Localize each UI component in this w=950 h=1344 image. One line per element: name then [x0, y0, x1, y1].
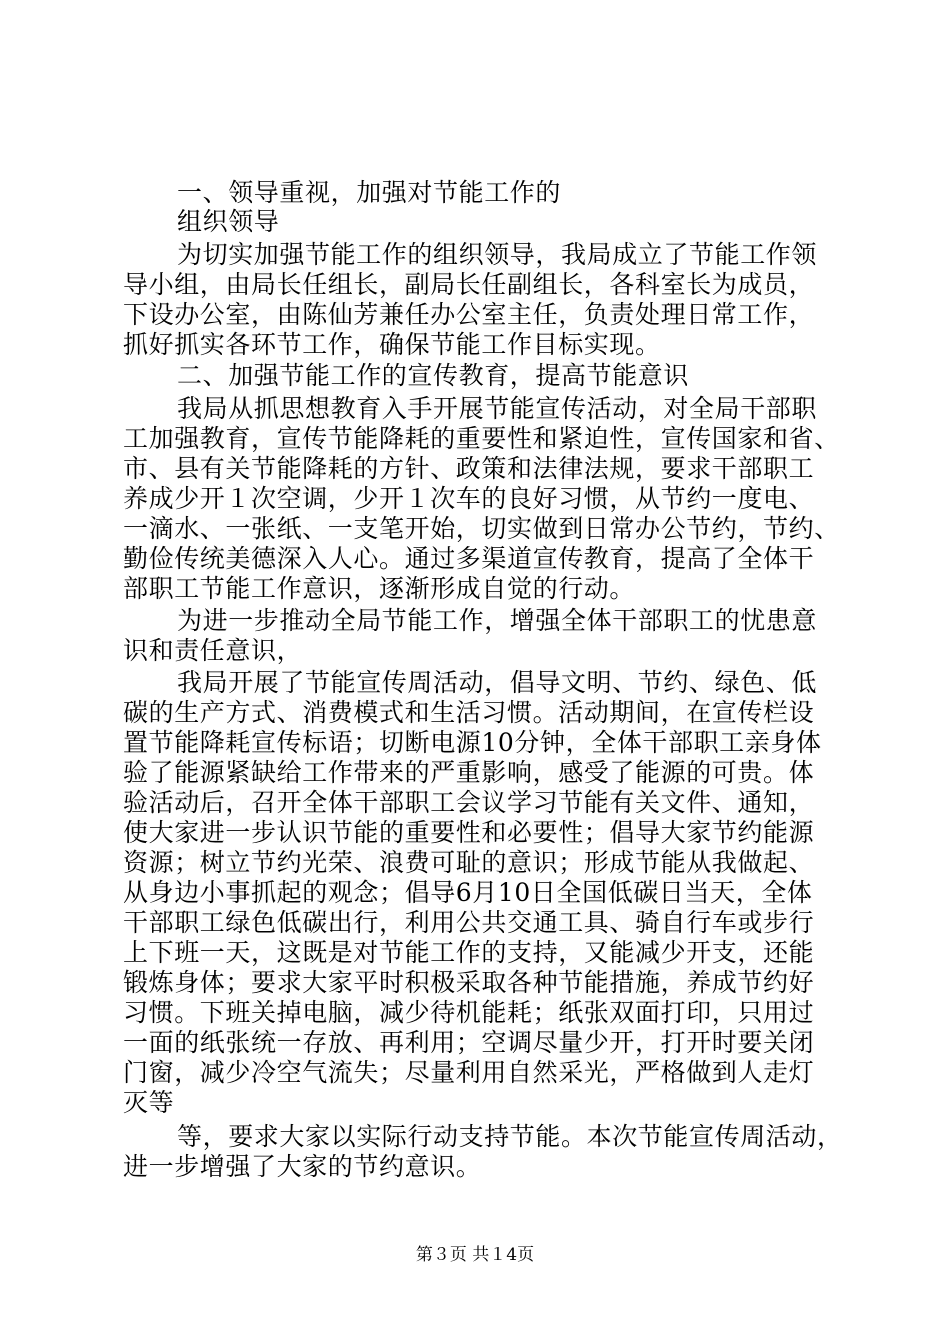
paragraph-line: 下设办公室，由陈仙芳兼任办公室主任，负责处理日常工作，	[123, 300, 815, 329]
page-number: 第３页 共１4页	[415, 1245, 535, 1265]
paragraph-line: 验了能源紧缺给工作带来的严重影响，感受了能源的可贵。体	[123, 758, 815, 787]
paragraph-line: 习惯。下班关掉电脑，减少待机能耗；纸张双面打印，只用过	[123, 998, 815, 1027]
paragraph-line: 为切实加强节能工作的组织领导，我局成立了节能工作领	[177, 240, 818, 269]
section-heading-2: 二、加强节能工作的宣传教育，提高节能意识	[177, 361, 690, 390]
paragraph-line: 识和责任意识，	[123, 636, 303, 665]
paragraph-line: 灭等	[123, 1088, 175, 1117]
paragraph-line: 为进一步推动全局节能工作，增强全体干部职工的忧患意	[177, 606, 818, 635]
paragraph-line: 勤俭传统美德深入人心。通过多渠道宣传教育，提高了全体干	[123, 544, 815, 573]
paragraph-line: 部职工节能工作意识，逐渐形成自觉的行动。	[123, 574, 636, 603]
paragraph-line: 养成少开１次空调，少开１次车的良好习惯，从节约一度电、	[123, 484, 815, 513]
paragraph-line: 工加强教育，宣传节能降耗的重要性和紧迫性，宣传国家和省、	[123, 424, 840, 453]
paragraph-line: 上下班一天，这既是对节能工作的支持，又能减少开支，还能	[123, 938, 815, 967]
section-heading-1-cont: 组织领导	[177, 207, 280, 236]
paragraph-line: 我局从抓思想教育入手开展节能宣传活动，对全局干部职	[177, 394, 818, 423]
paragraph-line: 验活动后，召开全体干部职工会议学习节能有关文件、通知，	[123, 788, 815, 817]
paragraph-line: 一面的纸张统一存放、再利用；空调尽量少开，打开时要关闭	[123, 1028, 815, 1057]
paragraph-line: 我局开展了节能宣传周活动，倡导文明、节约、绿色、低	[177, 668, 818, 697]
section-heading-1: 一、领导重视，加强对节能工作的	[177, 178, 562, 207]
paragraph-line: 市、县有关节能降耗的方针、政策和法律法规，要求干部职工	[123, 454, 815, 483]
paragraph-line: 碳的生产方式、消费模式和生活习惯。活动期间，在宣传栏设	[123, 698, 815, 727]
paragraph-line: 导小组，由局长任组长，副局长任副组长，各科室长为成员，	[123, 270, 815, 299]
paragraph-line: 等，要求大家以实际行动支持节能。本次节能宣传周活动，	[177, 1122, 843, 1151]
paragraph-line: 锻炼身体；要求大家平时积极采取各种节能措施，养成节约好	[123, 968, 815, 997]
paragraph-line: 资源；树立节约光荣、浪费可耻的意识；形成节能从我做起、	[123, 848, 815, 877]
paragraph-line: 进一步增强了大家的节约意识。	[123, 1152, 482, 1181]
paragraph-line: 干部职工绿色低碳出行，利用公共交通工具、骑自行车或步行	[123, 908, 815, 937]
paragraph-line: 抓好抓实各环节工作，确保节能工作目标实现。	[123, 330, 661, 359]
paragraph-line: 一滴水、一张纸、一支笔开始，切实做到日常办公节约，节约、	[123, 514, 840, 543]
paragraph-line: 从身边小事抓起的观念；倡导6月10日全国低碳日当天，全体	[123, 878, 813, 907]
paragraph-line: 门窗，减少冷空气流失；尽量利用自然采光，严格做到人走灯	[123, 1058, 815, 1087]
paragraph-line: 使大家进一步认识节能的重要性和必要性；倡导大家节约能源	[123, 818, 815, 847]
paragraph-line: 置节能降耗宣传标语；切断电源10分钟，全体干部职工亲身体	[123, 728, 822, 757]
